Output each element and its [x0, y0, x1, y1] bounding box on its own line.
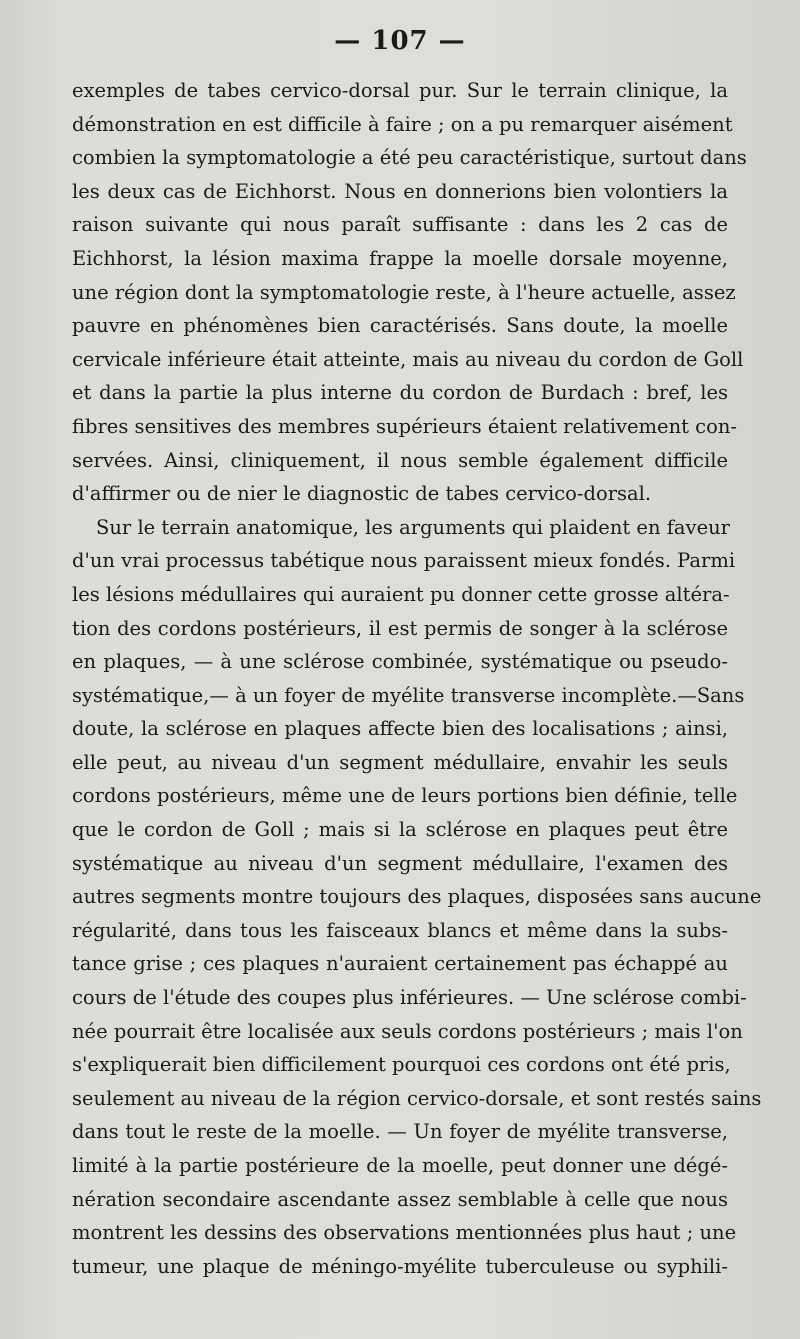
text-line: seulement au niveau de la région cervico-dorsale, et sont restés sains [72, 1086, 762, 1110]
text-line: pauvre en phénomènes bien caractérisés. Sans doute, la moelle [72, 314, 728, 338]
text-line: doute, la sclérose en plaques affecte bien des localisations ; ainsi, [72, 717, 728, 741]
text-line: née pourrait être localisée aux seuls cordons postérieurs ; mais l'on [72, 1019, 743, 1043]
text-line: elle peut, au niveau d'un segment médullaire, envahir les seuls [72, 750, 728, 774]
body-text [72, 74, 762, 1283]
text-line: et dans la partie la plus interne du cordon de Burdach : bref, les [72, 381, 728, 405]
text-line: Sur le terrain anatomique, les arguments qui plaident en faveur [96, 515, 730, 539]
text-line: tumeur, une plaque de méningo-myélite tuberculeuse ou syphili- [72, 1254, 728, 1278]
text-line: combien la symptomatologie a été peu caractéristique, surtout dans [72, 146, 747, 170]
text-line: cordons postérieurs, même une de leurs portions bien définie, telle [72, 784, 738, 808]
text-line: nération secondaire ascendante assez semblable à celle que nous [72, 1187, 728, 1211]
text-line: montrent les dessins des observations mentionnées plus haut ; une [72, 1221, 737, 1245]
text-line: d'affirmer ou de nier le diagnostic de tabes cervico-dorsal. [72, 482, 652, 506]
text-line: dans tout le reste de la moelle. — Un foyer de myélite transverse, [72, 1120, 728, 1144]
text-line: servées. Ainsi, cliniquement, il nous semble également difficile [72, 448, 728, 472]
page-number: — 107 — [334, 26, 466, 56]
text-line: fibres sensitives des membres supérieurs étaient relativement con- [72, 414, 737, 438]
text-line: démonstration en est difficile à faire ; on a pu remarquer aisément [72, 112, 733, 136]
text-line: systématique,— à un foyer de myélite transverse incomplète.—Sans [72, 683, 745, 707]
text-line: Eichhorst, la lésion maxima frappe la moelle dorsale moyenne, [72, 246, 728, 270]
text-line: s'expliquerait bien difficilement pourquoi ces cordons ont été pris, [72, 1053, 731, 1077]
text-line: tance grise ; ces plaques n'auraient certainement pas échappé au [72, 952, 728, 976]
text-line: les deux cas de Eichhorst. Nous en donnerions bien volontiers la [72, 179, 728, 203]
text-line: raison suivante qui nous paraît suffisante : dans les 2 cas de [72, 213, 728, 237]
text-line: que le cordon de Goll ; mais si la sclérose en plaques peut être [72, 818, 728, 842]
text-line: tion des cordons postérieurs, il est permis de songer à la sclérose [72, 616, 728, 640]
text-line: en plaques, — à une sclérose combinée, systématique ou pseudo- [72, 650, 728, 674]
text-line: exemples de tabes cervico-dorsal pur. Sur le terrain clinique, la [72, 79, 728, 102]
text-line: autres segments montre toujours des plaques, disposées sans aucune [72, 885, 762, 909]
text-line: cours de l'étude des coupes plus inférieures. — Une sclérose combi- [72, 986, 747, 1010]
text-line: cervicale inférieure était atteinte, mais au niveau du cordon de Goll [72, 347, 744, 371]
text-line: les lésions médullaires qui auraient pu donner cette grosse altéra- [72, 582, 730, 606]
text-line: d'un vrai processus tabétique nous paraissent mieux fondés. Parmi [72, 549, 736, 573]
text-line: systématique au niveau d'un segment médullaire, l'examen des [72, 851, 728, 875]
text-line: une région dont la symptomatologie reste, à l'heure actuelle, assez [72, 280, 736, 304]
text-line: régularité, dans tous les faisceaux blancs et même dans la subs- [72, 918, 728, 942]
text-line: limité à la partie postérieure de la moelle, peut donner une dégé- [72, 1154, 728, 1177]
